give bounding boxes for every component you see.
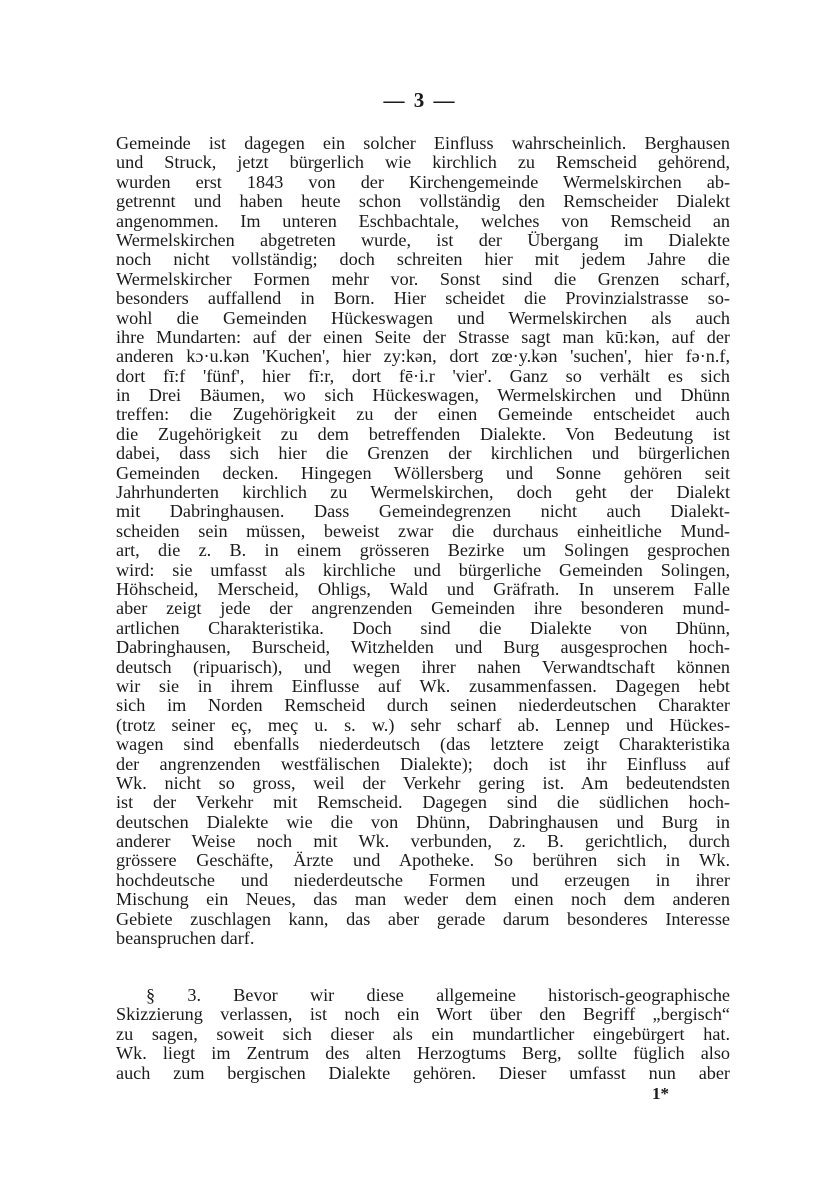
text-line: deutschen Dialekte wie die von Dhünn, Dabringhausen und Burg in: [116, 812, 730, 832]
text-line: wagen sind ebenfalls niederdeutsch (das letztere zeigt Charakteristika: [116, 735, 730, 755]
text-line: aber zeigt jede der angrenzenden Gemeinden ihre besonderen mund-: [116, 599, 730, 619]
text-line: Gemeinde ist dagegen ein solcher Einfluss wahrscheinlich. Berghausen: [116, 134, 730, 153]
text-line: sich im Norden Remscheid durch seinen niederdeutschen Charakter: [116, 696, 730, 716]
text-line: § 3. Bevor wir diese allgemeine historisch-geographische: [146, 986, 730, 1005]
text-line: besonders auffallend in Born. Hier scheidet die Provinzialstrasse so-: [116, 289, 730, 309]
text-line: beanspruchen darf.: [116, 929, 255, 949]
text-line: dort fī:f 'fünf', hier fī:r, dort fē·i.r 'vier'. Ganz so verhält es sich: [116, 366, 730, 386]
text-line: wird: sie umfasst als kirchliche und bürgerliche Gemeinden Solingen,: [116, 560, 730, 580]
text-line: angenommen. Im unteren Eschbachtale, welches von Remscheid an: [116, 211, 730, 231]
text-line: der angrenzenden westfälischen Dialekte); doch ist ihr Einfluss auf: [116, 754, 730, 774]
text-line: mit Dabringhausen. Dass Gemeindegrenzen nicht auch Dialekt-: [116, 502, 730, 522]
text-line: anderen kɔ·u.kən 'Kuchen', hier zy:kən, dort zœ·y.kən 'suchen', hier fə·n.f,: [116, 347, 730, 367]
text-line: scheiden sein müssen, beweist zwar die durchaus einheitliche Mund-: [116, 521, 730, 541]
text-line: wohl die Gemeinden Hückeswagen und Wermelskirchen als auch: [116, 308, 730, 328]
text-line: treffen: die Zugehörigkeit zu der einen Gemeinde entscheidet auch: [116, 405, 730, 425]
sheet-signature: 1*: [652, 1084, 669, 1103]
text-line: getrennt und haben heute schon vollständig den Remscheider Dialekt: [116, 192, 730, 212]
paragraph-2: [116, 986, 730, 1083]
text-line: grössere Geschäfte, Ärzte und Apotheke. So berühren sich in Wk.: [116, 851, 730, 871]
text-line: artlichen Charakteristika. Doch sind die Dialekte von Dhünn,: [116, 618, 730, 638]
paragraph-1: [116, 134, 730, 948]
text-line: Wermelskircher Formen mehr vor. Sonst sind die Grenzen scharf,: [116, 269, 730, 289]
text-line: ist der Verkehr mit Remscheid. Dagegen sind die südlichen hoch-: [116, 793, 730, 813]
text-line: wir sie in ihrem Einflusse auf Wk. zusammenfassen. Dagegen hebt: [116, 676, 730, 696]
text-line: und Struck, jetzt bürgerlich wie kirchlich zu Remscheid gehörend,: [116, 153, 730, 173]
text-line: noch nicht vollständig; doch schreiten hier mit jedem Jahre die: [116, 250, 730, 270]
text-line: Jahrhunderten kirchlich zu Wermelskirchen, doch geht der Dialekt: [116, 483, 730, 503]
text-line: Wk. liegt im Zentrum des alten Herzogtums Berg, sollte füglich also: [116, 1044, 730, 1064]
text-line: (trotz seiner eç, meç u. s. w.) sehr scharf ab. Lennep und Hückes-: [116, 715, 730, 735]
page-number: — 3 —: [383, 88, 457, 112]
text-line: Wermelskirchen abgetreten wurde, ist der Übergang im Dialekte: [116, 230, 730, 250]
text-line: Höhscheid, Merscheid, Ohligs, Wald und Gräfrath. In unserem Falle: [116, 579, 730, 599]
text-line: Gemeinden decken. Hingegen Wöllersberg und Sonne gehören seit: [116, 463, 730, 483]
text-line: in Drei Bäumen, wo sich Hückeswagen, Wermelskirchen und Dhünn: [116, 386, 730, 406]
text-line: ihre Mundarten: auf der einen Seite der Strasse sagt man kū:kən, auf der: [116, 327, 730, 347]
text-line: anderer Weise noch mit Wk. verbunden, z. B. gerichtlich, durch: [116, 832, 730, 852]
text-line: auch zum bergischen Dialekte gehören. Dieser umfasst nun aber: [116, 1063, 730, 1083]
text-line: zu sagen, soweit sich dieser als ein mundartlicher eingebürgert hat.: [116, 1024, 730, 1044]
text-line: deutsch (ripuarisch), und wegen ihrer nahen Verwandtschaft können: [116, 657, 730, 677]
text-line: die Zugehörigkeit zu dem betreffenden Dialekte. Von Bedeutung ist: [116, 424, 730, 444]
text-line: Gebiete zuschlagen kann, das aber gerade darum besonderes Interesse: [116, 909, 730, 929]
text-line: wurden erst 1843 von der Kirchengemeinde Wermelskirchen ab-: [116, 172, 730, 192]
text-line: art, die z. B. in einem grösseren Bezirke um Solingen gesprochen: [116, 541, 730, 561]
text-line: Mischung ein Neues, das man weder dem einen noch dem anderen: [116, 890, 730, 910]
text-line: Wk. nicht so gross, weil der Verkehr gering ist. Am bedeutendsten: [116, 773, 730, 793]
text-line: hochdeutsche und niederdeutsche Formen und erzeugen in ihrer: [116, 870, 730, 890]
text-line: dabei, dass sich hier die Grenzen der kirchlichen und bürgerlichen: [116, 444, 730, 464]
text-line: Skizzierung verlassen, ist noch ein Wort über den Begriff „bergisch“: [116, 1005, 730, 1025]
text-line: Dabringhausen, Burscheid, Witzhelden und Burg ausgesprochen hoch-: [116, 638, 730, 658]
